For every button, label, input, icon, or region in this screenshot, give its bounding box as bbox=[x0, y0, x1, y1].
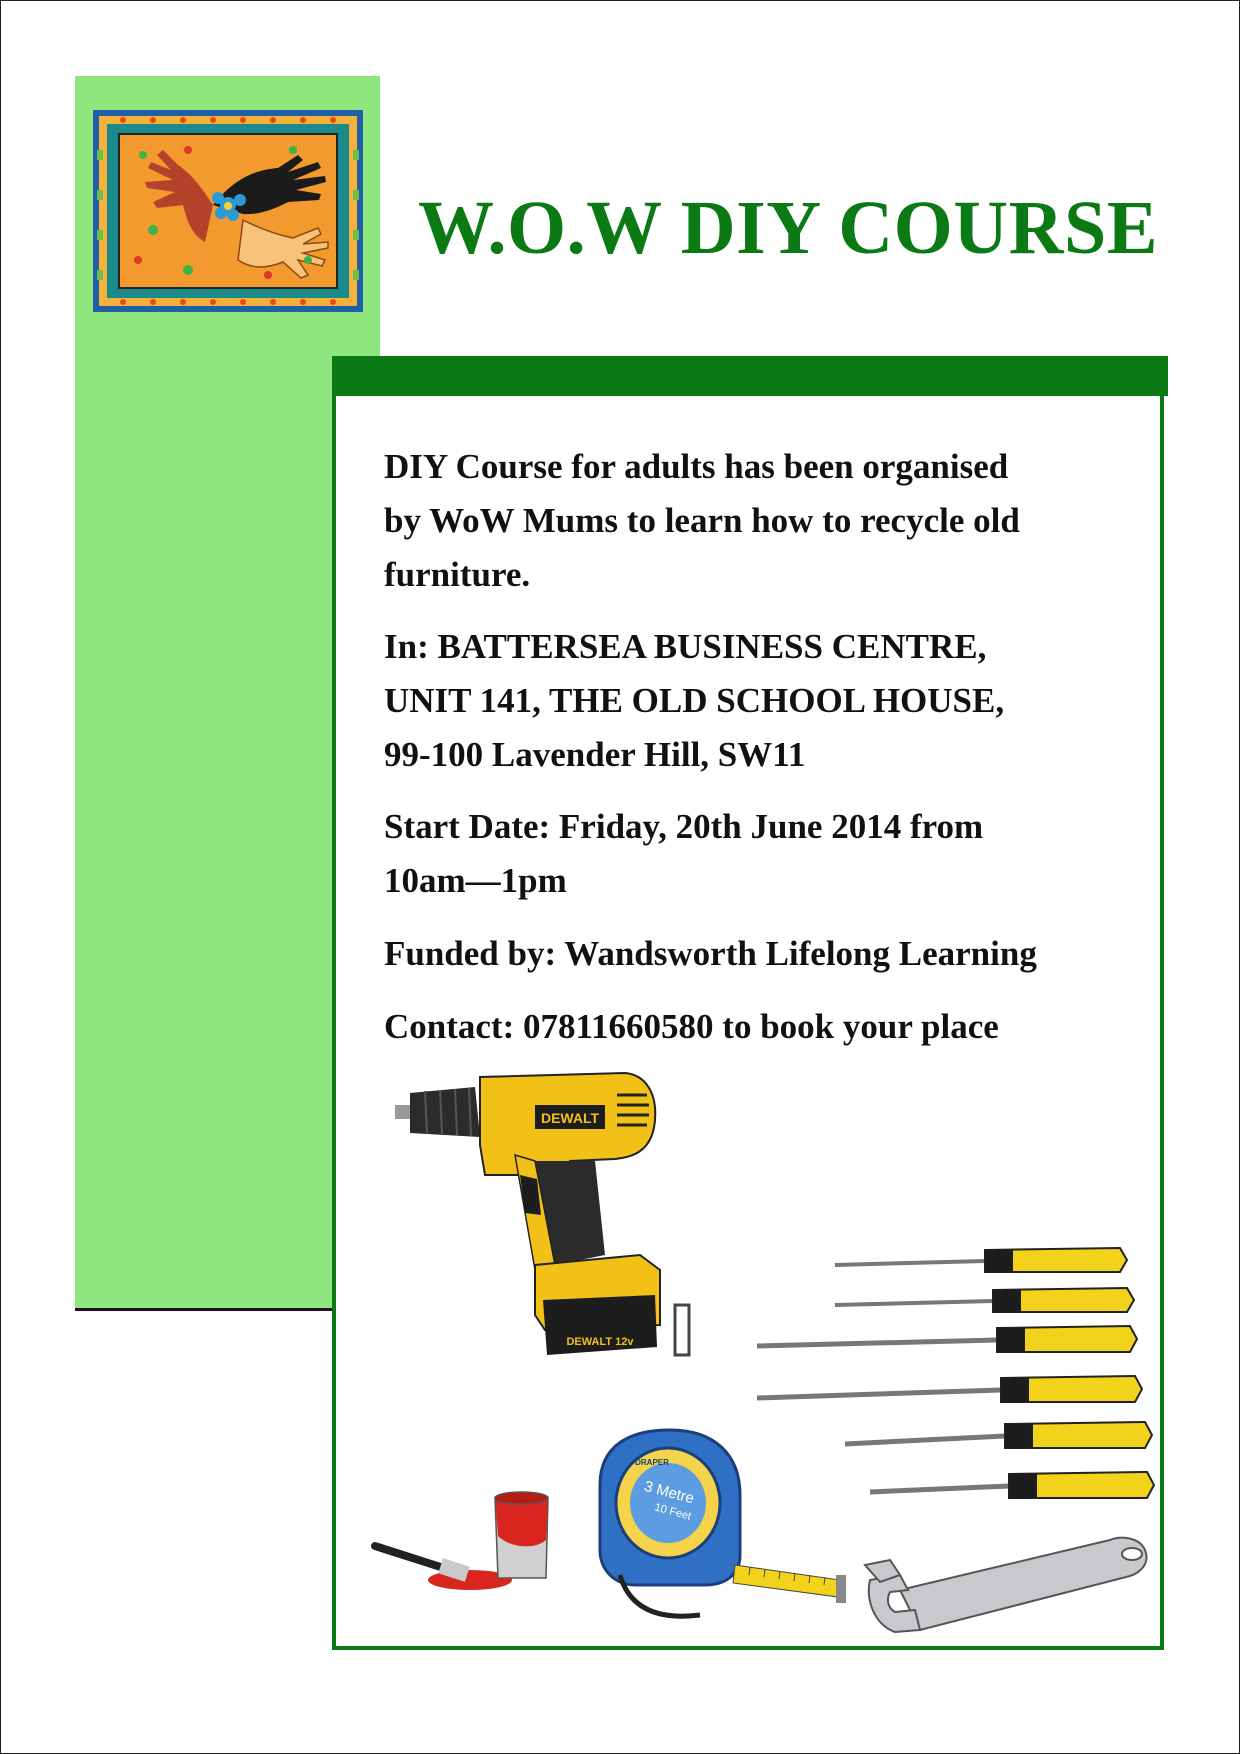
intro-paragraph bbox=[384, 440, 1124, 602]
cordless-drill-icon bbox=[385, 1065, 715, 1395]
location-line: UNIT 141, THE OLD SCHOOL HOUSE, bbox=[384, 681, 1005, 720]
battery-label: DEWALT 12v bbox=[566, 1336, 634, 1348]
page-title: W.O.W DIY COURSE bbox=[418, 186, 1159, 270]
tape-brand-label: DRAPER bbox=[635, 1458, 669, 1467]
contact-paragraph bbox=[384, 1000, 1124, 1054]
intro-line: furniture. bbox=[384, 555, 531, 594]
paint-can-and-brush-icon bbox=[370, 1478, 590, 1608]
location-line: In: BATTERSEA BUSINESS CENTRE, bbox=[384, 627, 987, 666]
hands-logo-icon bbox=[93, 110, 363, 312]
contact-line: Contact: 07811660580 to book your place bbox=[384, 1007, 999, 1046]
tape-label-feet: 10 Feet bbox=[653, 1501, 693, 1523]
intro-line: DIY Course for adults has been organised bbox=[384, 447, 1009, 486]
measuring-tape-icon bbox=[590, 1425, 850, 1625]
location-line: 99-100 Lavender Hill, SW11 bbox=[384, 735, 806, 774]
drill-brand-label: DEWALT bbox=[540, 1110, 600, 1126]
content-header-bar bbox=[332, 356, 1168, 396]
location-paragraph bbox=[384, 620, 1124, 782]
funding-paragraph bbox=[384, 927, 1124, 981]
start-date-paragraph bbox=[384, 800, 1124, 908]
adjustable-wrench-icon bbox=[860, 1520, 1160, 1650]
start-date-line: 10am—1pm bbox=[384, 861, 567, 900]
tape-label-metre: 3 Metre bbox=[642, 1477, 696, 1508]
funding-line: Funded by: Wandsworth Lifelong Learning bbox=[384, 934, 1037, 973]
start-date-line: Start Date: Friday, 20th June 2014 from bbox=[384, 807, 984, 846]
intro-line: by WoW Mums to learn how to recycle old bbox=[384, 501, 1020, 540]
